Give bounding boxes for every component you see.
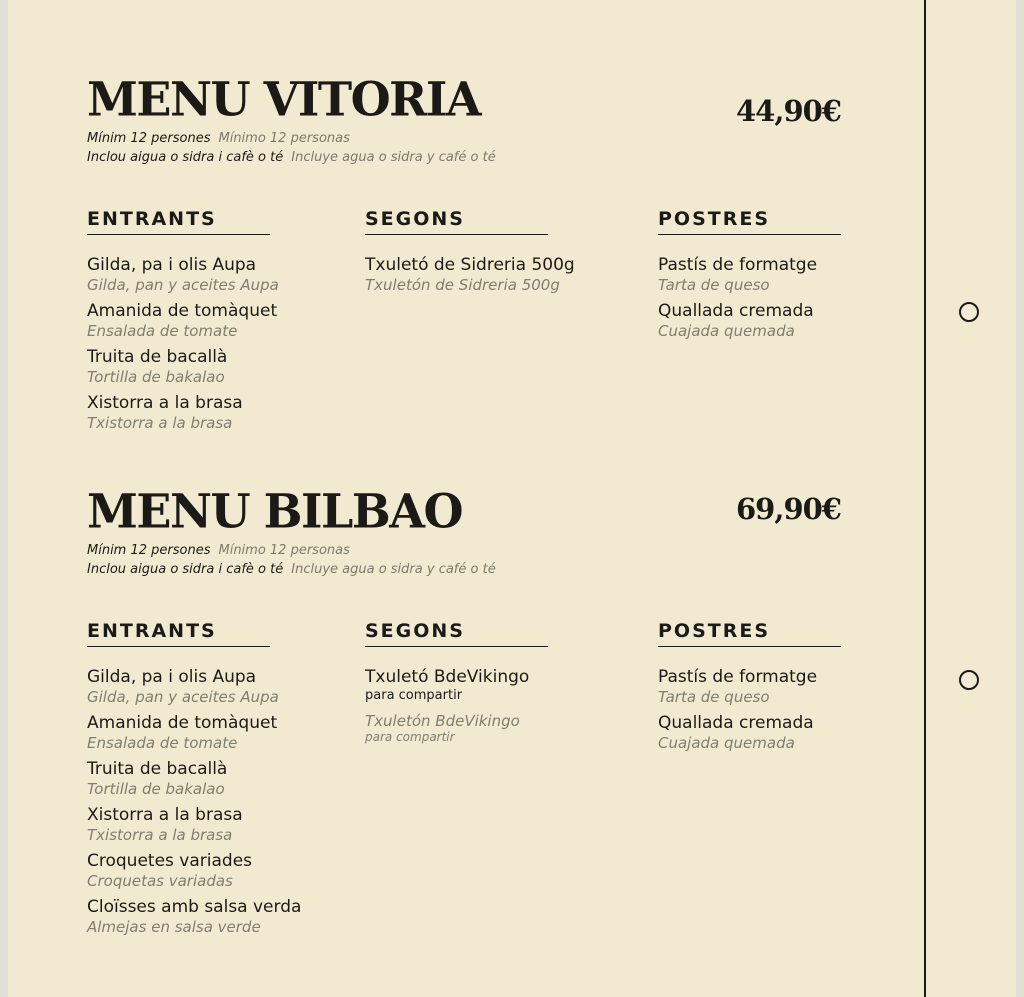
dish xyxy=(658,301,858,340)
includes-note xyxy=(87,150,496,165)
menu-title: MENU VITORIA xyxy=(87,71,481,127)
binder-ring-hole xyxy=(959,302,979,322)
dish xyxy=(658,713,858,752)
minimum-people-ca: Mínim 12 persones xyxy=(87,543,211,558)
dish-name-es: Ensalada de tomate xyxy=(87,322,238,340)
dish-note-es: para compartir xyxy=(365,730,455,744)
section-heading: SEGONS xyxy=(365,208,548,235)
dish-name-es: Tarta de queso xyxy=(658,688,770,706)
dish-name-es: Tortilla de bakalao xyxy=(87,780,225,798)
includes-note-es: Incluye agua o sidra y café o té xyxy=(291,150,496,165)
minimum-people-es: Mínimo 12 personas xyxy=(218,131,350,146)
section-heading: SEGONS xyxy=(365,620,548,647)
segons-column xyxy=(365,620,565,751)
menu-vitoria xyxy=(87,71,847,446)
dish-name-es: Tarta de queso xyxy=(658,276,770,294)
dish-name-ca: Xistorra a la brasa xyxy=(87,393,243,413)
dish-name-es: Txuletón de Sidreria 500g xyxy=(365,276,560,294)
minimum-people xyxy=(87,543,350,558)
section-heading: ENTRANTS xyxy=(87,208,270,235)
dish-name-es: Gilda, pan y aceites Aupa xyxy=(87,688,279,706)
dish-name-ca: Xistorra a la brasa xyxy=(87,805,243,825)
dish xyxy=(87,347,287,386)
dish-name-es: Txuletón BdeVikingo xyxy=(365,712,520,730)
dish-name-es: Txistorra a la brasa xyxy=(87,826,233,844)
minimum-people xyxy=(87,131,350,146)
dish-name-ca: Amanida de tomàquet xyxy=(87,301,278,321)
dish-name-es: Txistorra a la brasa xyxy=(87,414,233,432)
dish-name-es: Cuajada quemada xyxy=(658,322,795,340)
menu-price: 69,90€ xyxy=(736,492,841,526)
binder-spine xyxy=(924,0,926,997)
dish xyxy=(658,255,858,294)
dish xyxy=(87,713,287,752)
dish-name-ca: Quallada cremada xyxy=(658,301,814,321)
dish-note-ca: para compartir xyxy=(365,688,463,703)
dish-name-es: Gilda, pan y aceites Aupa xyxy=(87,276,279,294)
includes-note-es: Incluye agua o sidra y café o té xyxy=(291,562,496,577)
dish xyxy=(87,805,287,844)
menu-title: MENU BILBAO xyxy=(87,483,463,539)
minimum-people-ca: Mínim 12 persones xyxy=(87,131,211,146)
dish-name-es: Cuajada quemada xyxy=(658,734,795,752)
dish xyxy=(87,301,287,340)
section-heading: ENTRANTS xyxy=(87,620,270,647)
dish-name-es: Almejas en salsa verde xyxy=(87,918,261,936)
dish-name-ca: Pastís de formatge xyxy=(658,667,818,687)
entrants-column xyxy=(87,620,302,943)
dish xyxy=(87,667,287,706)
dish-name-es: Ensalada de tomate xyxy=(87,734,238,752)
minimum-people-es: Mínimo 12 personas xyxy=(218,543,350,558)
dish-name-ca: Croquetes variades xyxy=(87,851,253,871)
dish-name-ca: Truita de bacallà xyxy=(87,759,228,779)
includes-note-ca: Inclou aigua o sidra i cafè o té xyxy=(87,150,284,165)
dish xyxy=(87,759,287,798)
section-heading: POSTRES xyxy=(658,208,841,235)
menu-bilbao xyxy=(87,483,847,958)
dish-name-ca: Pastís de formatge xyxy=(658,255,818,275)
entrants-column xyxy=(87,208,287,439)
binder-ring-hole xyxy=(959,670,979,690)
dish-name-ca: Amanida de tomàquet xyxy=(87,713,278,733)
dish xyxy=(365,255,575,294)
dish xyxy=(87,851,287,890)
section-heading: POSTRES xyxy=(658,620,841,647)
dish xyxy=(87,255,287,294)
postres-column xyxy=(658,620,858,759)
segons-column xyxy=(365,208,575,301)
dish-name-ca: Quallada cremada xyxy=(658,713,814,733)
includes-note-ca: Inclou aigua o sidra i cafè o té xyxy=(87,562,284,577)
menu-price: 44,90€ xyxy=(736,94,841,128)
dish-name-ca: Truita de bacallà xyxy=(87,347,228,367)
includes-note xyxy=(87,562,496,577)
dish-name-ca: Cloïsses amb salsa verda xyxy=(87,897,302,917)
dish xyxy=(87,393,287,432)
dish-name-ca: Gilda, pa i olis Aupa xyxy=(87,255,257,275)
postres-column xyxy=(658,208,858,347)
dish xyxy=(365,667,565,744)
dish xyxy=(658,667,858,706)
dish-name-es: Tortilla de bakalao xyxy=(87,368,225,386)
dish-name-es: Croquetas variadas xyxy=(87,872,233,890)
dish xyxy=(87,897,302,936)
dish-name-ca: Txuletó BdeVikingo xyxy=(365,667,530,687)
dish-name-ca: Txuletó de Sidreria 500g xyxy=(365,255,575,275)
dish-name-ca: Gilda, pa i olis Aupa xyxy=(87,667,257,687)
